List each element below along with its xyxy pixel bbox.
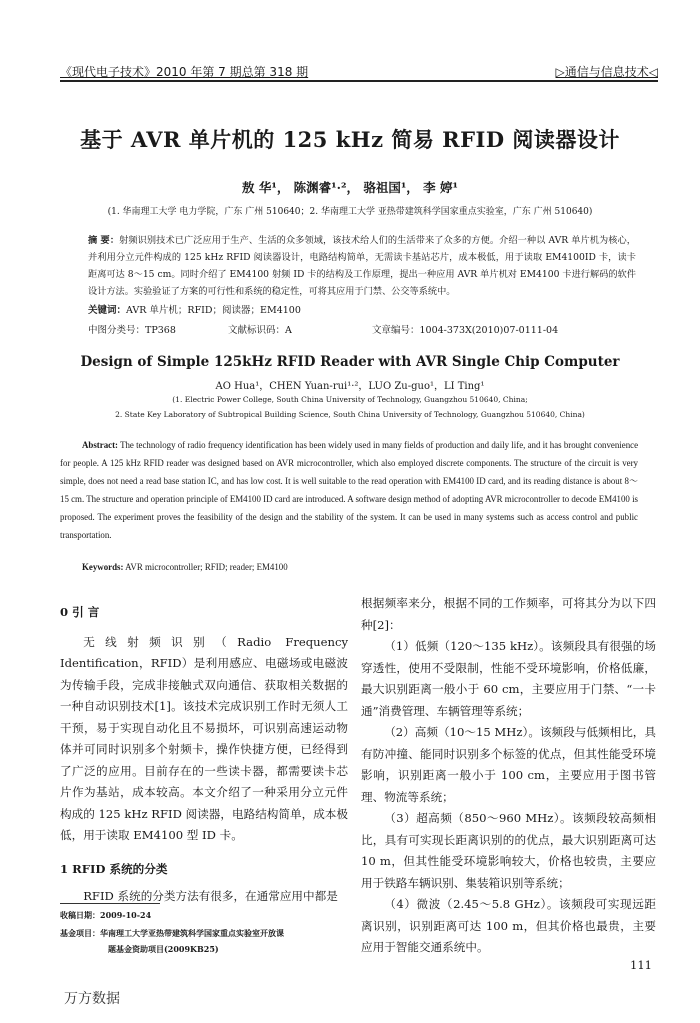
list-item: （1）低频（120～135 kHz）。该频段具有很强的场穿透性，使用不受限制，性能不受环境影响，价格低廉，最大识别距离一般小于 60 cm，主要应用于门禁、“一卡通”消费管理、车辆管理等系统； bbox=[361, 639, 656, 718]
english-abstract-label: Abstract: bbox=[82, 440, 118, 450]
header-rule bbox=[60, 80, 658, 82]
right-intro-paragraph: 根据频率来分，根据不同的工作频率，可将其分为以下四种[2]： bbox=[361, 596, 656, 632]
english-abstract bbox=[60, 436, 638, 544]
english-authors: AO Hua¹，CHEN Yuan-rui¹·²，LUO Zu-guo¹，LI Ting¹ bbox=[215, 381, 485, 392]
section-header: ▷通信与信息技术◁ bbox=[555, 65, 658, 79]
list-item: （2）高频（10～15 MHz）。该频段与低频相比，具有防冲撞、能同时识别多个标签的优点，但其性能受环境影响，识别距离一般小于 100 cm，主要应用于图书管理、物流等系统； bbox=[361, 725, 656, 804]
list-item: （3）超高频（850～960 MHz）。该频段较高频相比，具有可实现长距离识别的的优点，最大识别距离可达 10 m，但其性能受环境影响较大，价格也较贵，主要应用于铁路车辆识别、集装箱识别等系统； bbox=[361, 811, 656, 890]
clc-number: 中图分类号：TP368 bbox=[88, 325, 176, 336]
doc-code: 文献标识码：A bbox=[228, 325, 292, 336]
section-0-paragraph: 无线射频识别（Radio Frequency Identification，RFID）是利用感应、电磁场或电磁波为传输手段，完成非接触式双向通信、获取相关数据的一种自动识别技术[1]。该技术完成识别工作时无须人工干预，易于实现自动化且不易损坏，可识别高速运动物体并可同时识别多个射频卡，操作快捷方便，已经得到了广泛的应用。目前存在的一些读卡器，都需要读卡芯片作为基站，成本较高。本文介绍了一种采用分立元件构成的 125 kHz RFID 阅读器，电路结构简单，成本极低，用于读取 EM4100 型 ID 卡。 bbox=[60, 634, 348, 842]
watermark: 万方数据 bbox=[64, 991, 120, 1007]
affiliation-cn: (1. 华南理工大学 电力学院，广东 广州 510640；2. 华南理工大学 亚热带建筑科学国家重点实验室，广东 广州 510640) bbox=[107, 207, 593, 217]
abstract-cn-text: 射频识别技术已广泛应用于生产、生活的众多领域，该技术给人们的生活带来了众多的方便。介绍一种以 AVR 单片机为核心，并利用分立元件构成的 125 kHz RFID 阅读器设计，电路结构简单，无需读卡基站芯片，成本极低，用于读取 EM4100ID 卡，读卡距离可达 8～15 cm。同时介绍了 EM4100 射频 ID 卡的结构及工作原理，提出一种应用 AVR 单片机对 EM4100 卡进行解码的软件设计方法。实验验证了方案的可行性和系统的稳定性，可将其应用于门禁、公交等系统中。 bbox=[88, 235, 636, 297]
section-0-heading: 0 引 言 bbox=[60, 605, 100, 619]
english-abstract-text: The technology of radio frequency identification has been widely used in many fields of production and daily life, and it has brought convenience for people. A 125 kHz RFID reader was designed based on AVR microcontroller, which also employed discrete components. The structure of the circuit is very simple, does not need a read base station IC, and has low cost. It is well suitable to the read operation with EM4100 ID card, and its reading distance is about 8～15 cm. The structure and operation principle of EM4100 ID card are introduced. A software design method of adopting AVR microcontroller to decode EM4100 is proposed. The experiment proves the feasibility of the design and the stability of the system. It can be used in many systems such as access control and public transportation. bbox=[60, 440, 639, 540]
english-keywords bbox=[82, 562, 288, 572]
abstract-cn bbox=[88, 232, 636, 300]
abstract-cn-label: 摘 要： bbox=[88, 235, 120, 246]
section-1-heading: 1 RFID 系统的分类 bbox=[60, 861, 168, 876]
keywords-cn-text: AVR 单片机；RFID；阅读器；EM4100 bbox=[126, 305, 301, 316]
left-column bbox=[60, 602, 348, 908]
list-item: （4）微波（2.45～5.8 GHz）。该频段可实现远距离识别，识别距离可达 100 m，但其价格也最贵，主要应用于智能交通系统中。 bbox=[361, 897, 656, 954]
keywords-cn bbox=[88, 302, 301, 316]
section-1-paragraph: RFID 系统的分类方法有很多，在通常应用中都是 bbox=[83, 889, 338, 903]
journal-header: 《现代电子技术》2010 年第 7 期总第 318 期 bbox=[60, 65, 309, 79]
keywords-cn-label: 关键词： bbox=[88, 305, 127, 316]
paper-title: 基于 AVR 单片机的 125 kHz 简易 RFID 阅读器设计 bbox=[80, 127, 620, 152]
received-date: 收稿日期：2009-10-24 bbox=[60, 910, 152, 920]
english-keywords-text: AVR microcontroller; RFID; reader; EM4100 bbox=[125, 562, 288, 572]
footnote-rule bbox=[60, 903, 160, 904]
english-affiliation-1: (1. Electric Power College, South China University of Technology, Guangzhou 510640, China; bbox=[172, 395, 528, 404]
english-keywords-label: Keywords: bbox=[82, 562, 124, 572]
authors: 敖 华¹， 陈渊睿¹·²， 骆祖国¹， 李 婷¹ bbox=[242, 180, 458, 195]
english-title: Design of Simple 125kHz RFID Reader with AVR Single Chip Computer bbox=[80, 354, 620, 370]
right-column bbox=[361, 593, 656, 959]
english-affiliation-2: 2. State Key Laboratory of Subtropical Building Science, South China University of Technology, Guangzhou 510640, China) bbox=[115, 410, 585, 419]
fund-line-1: 基金项目：华南理工大学亚热带建筑科学国家重点实验室开放课 bbox=[60, 928, 284, 938]
article-number: 文章编号：1004-373X(2010)07-0111-04 bbox=[372, 325, 559, 336]
fund-line-2: 题基金资助项目(2009KB25) bbox=[108, 944, 219, 954]
page-number: 111 bbox=[630, 958, 652, 972]
